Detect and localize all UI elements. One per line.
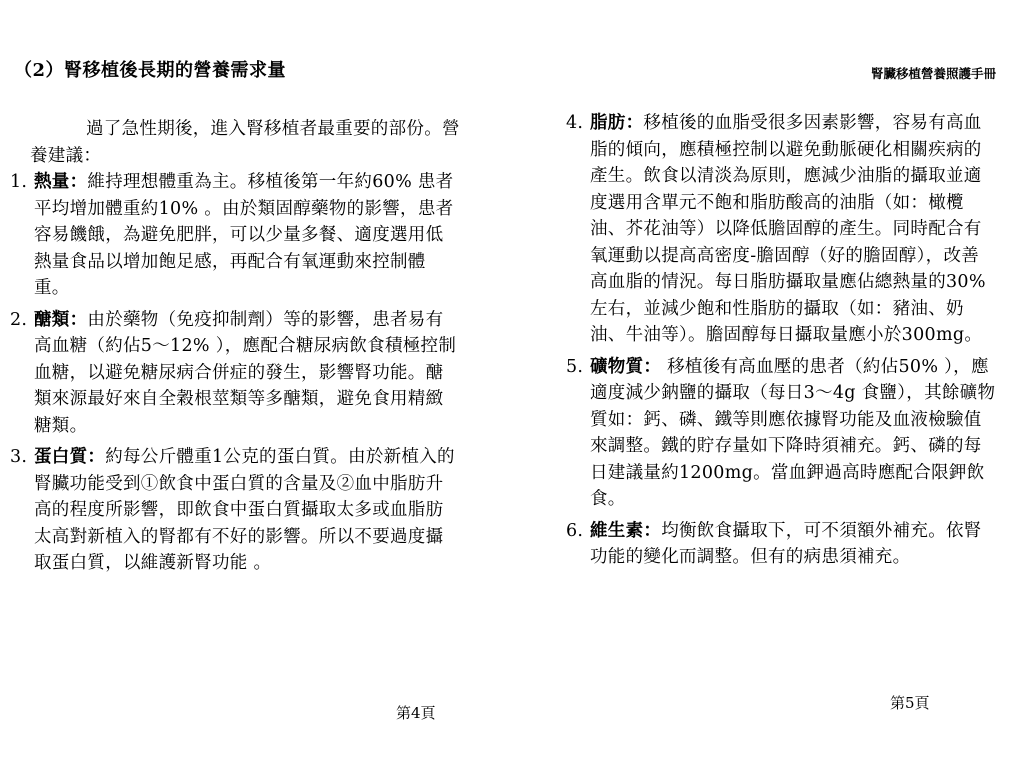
item-number: 5. bbox=[566, 356, 584, 377]
left-page-title: （2）腎移植後長期的營養需求量 bbox=[14, 60, 287, 81]
item-text: 移植後的血脂受很多因素影響，容易有高血脂的傾向，應積極控制以避免動脈硬化相關疾病的產生。飲食以清淡為原則，應減少油脂的攝取並適度選用含單元不飽和脂肪酸高的油脂（如：橄欖油、芥花油等）以降低膽固醇的產生。同時配合有氧運動以提高高密度-膽固醇（好的膽固醇），改善高血脂的情況。每日脂肪攝取量應佔總熱量的30%左右，並減少飽和性脂肪的攝取（如：豬油、奶油、牛油等）。膽固醇每日攝取量應小於300mg。 bbox=[590, 113, 986, 345]
nutrient-item-protein bbox=[10, 444, 460, 577]
nutrient-item-carbohydrates bbox=[10, 307, 460, 440]
item-number: 4. bbox=[566, 113, 584, 133]
nutrient-item-vitamins bbox=[566, 518, 996, 571]
handbook-header: 腎臟移植營養照護手冊 bbox=[870, 66, 996, 81]
nutrient-item-fat bbox=[566, 110, 996, 349]
item-text: 移植後有高血壓的患者（約佔50% ），應適度減少鈉鹽的攝取（每日3～4g 食鹽），其餘礦物質如：鈣、磷、鐵等則應依據腎功能及血液檢驗值來調整。鐵的貯存量如下降時須補充。鈣、磷的每日建議量約1200mg。當血鉀過高時應配合限鉀飲食。 bbox=[590, 356, 996, 509]
item-heading: 維生素： bbox=[590, 520, 662, 541]
item-heading: 熱量： bbox=[34, 172, 88, 192]
nutrient-item-calories bbox=[10, 169, 460, 302]
item-heading: 蛋白質： bbox=[34, 447, 106, 467]
item-number: 1. bbox=[10, 172, 28, 192]
item-number: 3. bbox=[10, 447, 28, 467]
item-text: 約每公斤體重1公克的蛋白質。由於新植入的腎臟功能受到①飲食中蛋白質的含量及②血中脂肪升高的程度所影響，即飲食中蛋白質攝取太多或血脂肪太高對新植入的腎都有不好的影響。所以不要過度攝取蛋白質，以維護新腎功能 。 bbox=[34, 447, 455, 573]
item-heading: 礦物質： bbox=[590, 356, 662, 377]
intro-paragraph: 過了急性期後，進入腎移植者最重要的部份。營養建議： bbox=[30, 119, 460, 166]
page-number-left: 第4頁 bbox=[396, 704, 436, 722]
item-text: 維持理想體重為主。移植後第一年約60% 患者平均增加體重約10% 。由於類固醇藥物的影響，患者容易饑餓，為避免肥胖，可以少量多餐、適度選用低熱量食品以增加飽足感，再配合有氧運動來控制體重。 bbox=[34, 172, 454, 298]
item-text: 均衡飲食攝取下，可不須額外補充。依腎功能的變化而調整。但有的病患須補充。 bbox=[590, 520, 982, 567]
nutrient-item-minerals bbox=[566, 354, 996, 513]
page-number-right: 第5頁 bbox=[890, 694, 930, 712]
item-text: 由於藥物（免疫抑制劑）等的影響，患者易有高血糖（約佔5～12% ），應配合糖尿病飲食積極控制血糖，以避免糖尿病合併症的發生，影響腎功能。醣類來源最好來自全穀根莖類等多醣類，避免食用精緻糖類。 bbox=[34, 309, 457, 436]
item-heading: 脂肪： bbox=[590, 113, 644, 133]
right-page-body bbox=[566, 110, 996, 571]
item-number: 2. bbox=[10, 309, 28, 330]
left-page-body bbox=[10, 116, 460, 577]
item-heading: 醣類： bbox=[34, 309, 88, 330]
item-number: 6. bbox=[566, 520, 584, 541]
